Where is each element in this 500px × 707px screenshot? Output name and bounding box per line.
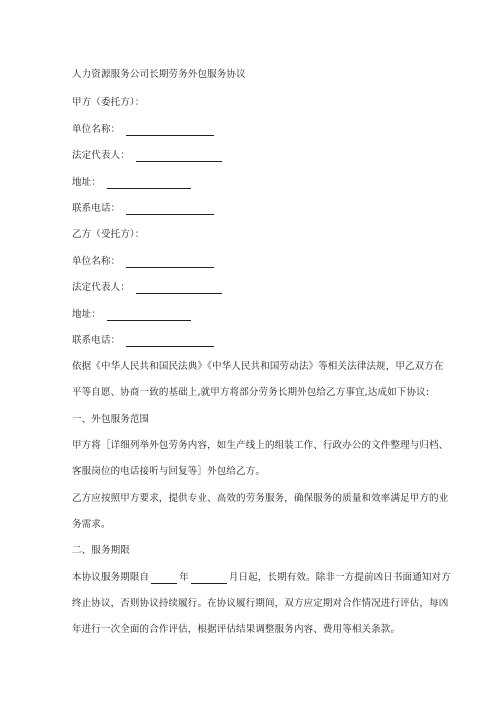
- intro-line-2: 平等自愿、协商一致的基础上,就甲方将部分劳务长期外包给乙方事宜,达成如下协议:: [72, 387, 430, 398]
- section-1-p2-line-1: 乙方应按照甲方要求，提供专业、高效的劳务服务，确保服务的质量和效率满足甲方的业: [72, 493, 449, 504]
- section-1-p1-line-1: 甲方将［详细列举外包劳务内容，如生产线上的组装工作、行政办公的文件整理与归档、: [72, 440, 449, 451]
- section-2-p1-line-1: [72, 572, 451, 584]
- party-b-addr-label: 地址：: [72, 309, 101, 320]
- party-a-unit-blank[interactable]: [126, 125, 214, 136]
- party-a-unit-label: 单位名称：: [72, 124, 121, 135]
- section-1-heading: 一、外包服务范围: [72, 414, 150, 425]
- section-1-p2-line-2: 务需求。: [72, 519, 111, 530]
- party-b-unit-row: [72, 256, 214, 268]
- party-a-unit-row: [72, 124, 214, 136]
- party-b-unit-label: 单位名称：: [72, 256, 121, 267]
- party-a-addr-blank[interactable]: [107, 178, 191, 189]
- party-b-heading: 乙方（受托方）：: [72, 229, 145, 240]
- intro-line-1: 依据《中华人民共和国民法典》《中华人民共和国劳动法》等相关法律法规，甲乙双方在: [72, 361, 444, 372]
- party-b-rep-row: [72, 282, 222, 294]
- party-b-addr-blank[interactable]: [107, 310, 191, 321]
- party-a-addr-row: [72, 177, 191, 189]
- party-b-unit-blank[interactable]: [126, 257, 214, 268]
- party-b-phone-blank[interactable]: [126, 336, 214, 347]
- party-a-phone-blank[interactable]: [126, 204, 214, 215]
- section-2-p1-line-2: 终止协议，否则协议持续履行。在协议履行期间，双方应定期对合作情况进行评估，每凶: [72, 598, 449, 609]
- party-b-rep-label: 法定代表人：: [72, 282, 130, 293]
- party-a-rep-label: 法定代表人：: [72, 150, 130, 161]
- party-a-rep-blank[interactable]: [136, 151, 222, 162]
- party-a-heading: 甲方（委托方）：: [72, 97, 145, 108]
- term-prefix: 本协议服务期限自: [72, 572, 150, 583]
- document-title: 人力资源服务公司长期劳务外包服务协议: [72, 69, 246, 80]
- party-b-addr-row: [72, 309, 191, 321]
- section-1-p1-line-2: 客服岗位的电话接听与回复等］外包给乙方。: [72, 466, 266, 477]
- party-a-rep-row: [72, 150, 222, 162]
- section-2-heading: 二、服务期限: [72, 545, 130, 556]
- party-b-phone-label: 联系电话：: [72, 335, 121, 346]
- start-month-blank[interactable]: [191, 573, 227, 584]
- term-year-text: 年: [179, 572, 189, 583]
- party-a-phone-label: 联系电话：: [72, 203, 121, 214]
- party-b-rep-blank[interactable]: [136, 283, 222, 294]
- party-a-phone-row: [72, 203, 214, 215]
- start-year-blank[interactable]: [151, 573, 177, 584]
- party-b-phone-row: [72, 335, 214, 347]
- section-2-p1-line-3: 年进行一次全面的合作评估，根据评估结果调整服务内容、费用等相关条款。: [72, 624, 401, 635]
- party-a-addr-label: 地址：: [72, 177, 101, 188]
- term-rest: 月日起，长期有效。除非一方提前凶日书面通知对方: [228, 572, 451, 583]
